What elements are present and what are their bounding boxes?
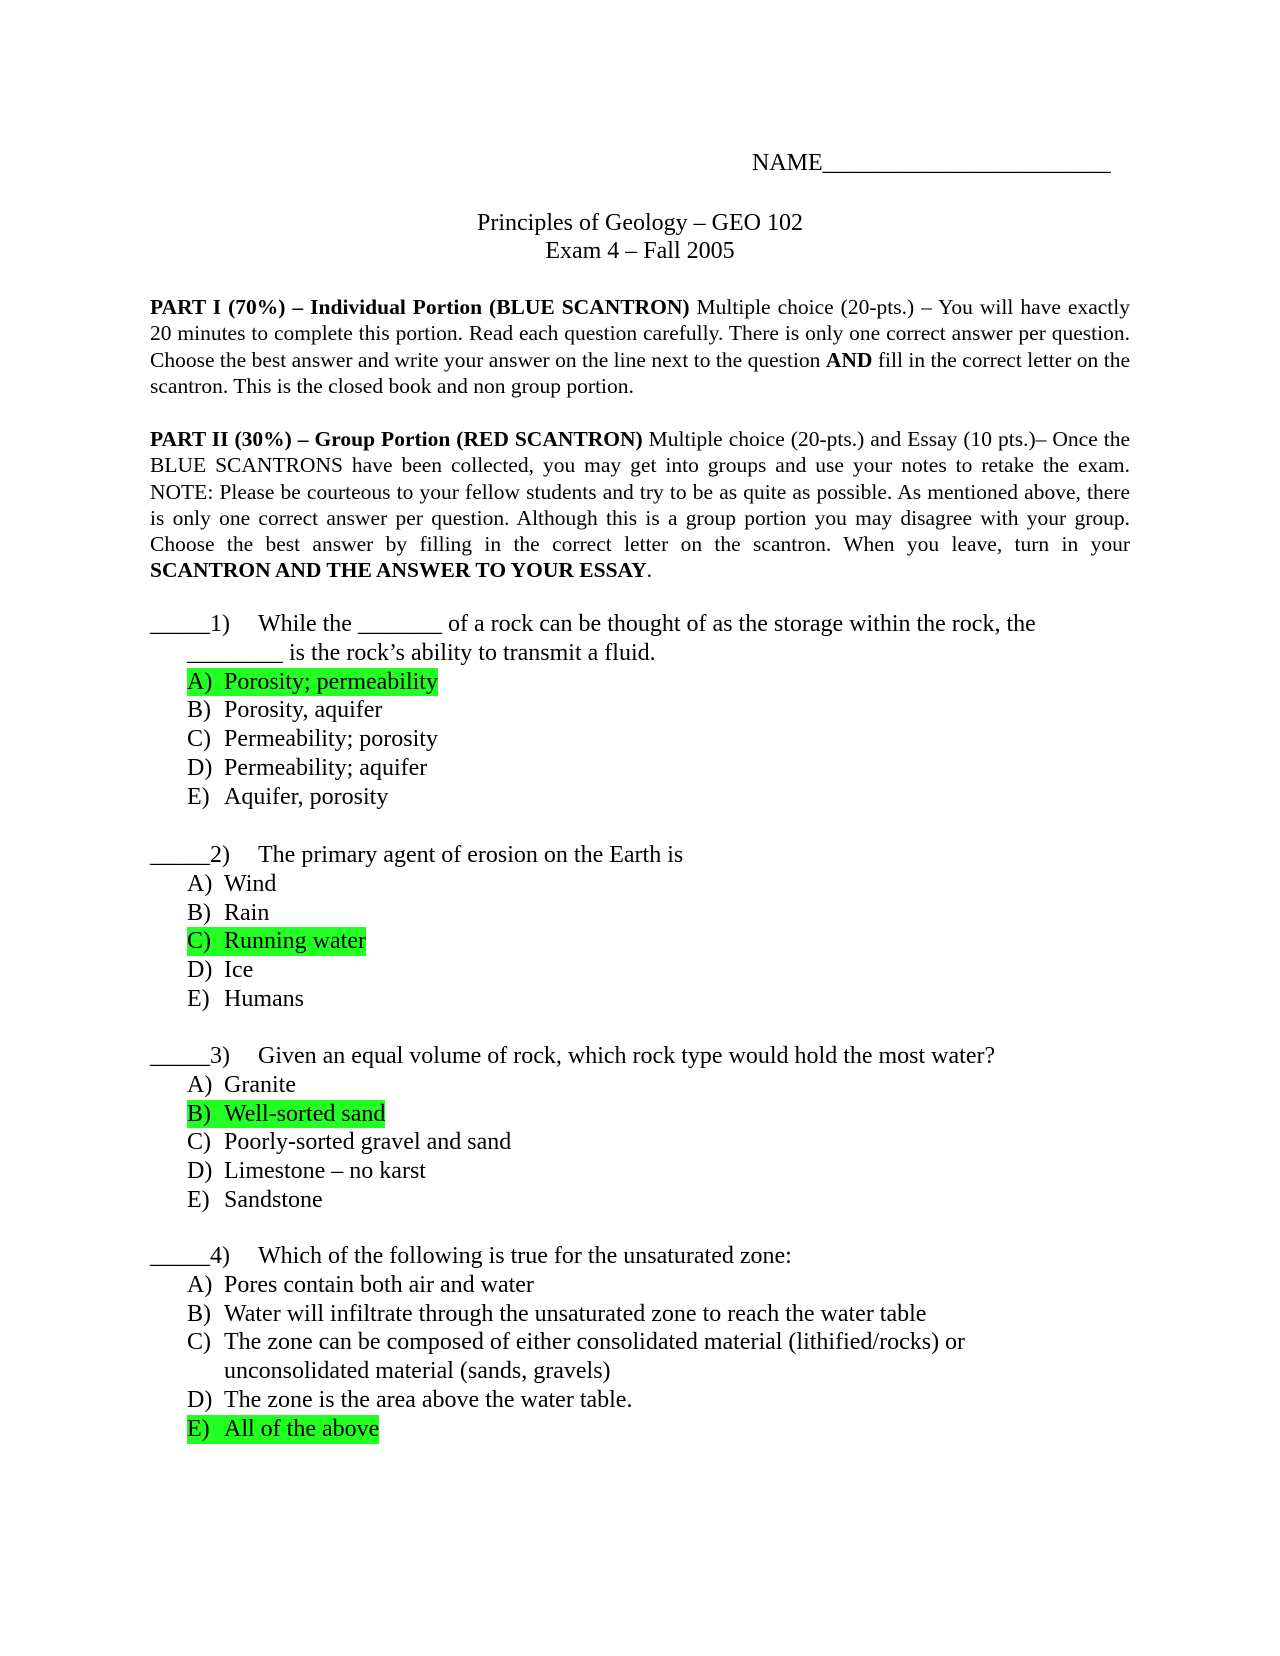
option-letter: A) bbox=[187, 870, 213, 897]
option-letter: D) bbox=[187, 1386, 213, 1413]
question-number: 1) bbox=[210, 611, 230, 637]
answer-blank: _____ bbox=[150, 1243, 210, 1269]
option-c bbox=[150, 1128, 1130, 1157]
option-b bbox=[150, 1100, 1130, 1129]
part2-heading: PART II (30%) – Group Portion (RED SCANTRON) bbox=[150, 427, 643, 451]
option-text: Well-sorted sand bbox=[224, 1100, 386, 1127]
question-3 bbox=[150, 1042, 1130, 1215]
option-text: Permeability; porosity bbox=[224, 726, 438, 753]
option-letter: A) bbox=[187, 1271, 213, 1298]
option-letter: E) bbox=[187, 985, 210, 1012]
question-stem-continued: ________ is the rock’s ability to transmit a fluid. bbox=[187, 639, 656, 666]
answer-options bbox=[150, 1271, 1130, 1444]
option-text: Poorly-sorted gravel and sand bbox=[224, 1129, 512, 1156]
option-text: Water will infiltrate through the unsaturated zone to reach the water table bbox=[224, 1300, 927, 1327]
option-letter: C) bbox=[187, 726, 211, 753]
answer-options bbox=[150, 1071, 1130, 1215]
option-d bbox=[150, 1157, 1130, 1186]
question-stem: Which of the following is true for the unsaturated zone: bbox=[258, 1243, 792, 1269]
part1-emphasis: AND bbox=[825, 347, 873, 372]
question-number: 4) bbox=[210, 1243, 230, 1269]
option-text: The zone is the area above the water table. bbox=[224, 1386, 633, 1413]
option-text: All of the above bbox=[224, 1415, 380, 1442]
option-e bbox=[150, 783, 1130, 812]
part1-text-2: fill in the correct letter on the scantron. This is the closed book and non group portion. bbox=[150, 347, 1130, 398]
option-letter: A) bbox=[187, 668, 213, 695]
answer-blank: _____ bbox=[150, 1043, 210, 1069]
answer-blank: _____ bbox=[150, 611, 210, 637]
option-d bbox=[150, 956, 1130, 985]
option-letter: E) bbox=[187, 1186, 210, 1213]
option-letter: E) bbox=[187, 1415, 210, 1442]
option-d bbox=[150, 754, 1130, 783]
option-b bbox=[150, 696, 1130, 725]
question-number: 3) bbox=[210, 1043, 230, 1069]
option-text: Wind bbox=[224, 870, 277, 897]
option-text: Running water bbox=[224, 928, 366, 955]
question-2 bbox=[150, 841, 1130, 1014]
option-text: Aquifer, porosity bbox=[224, 783, 389, 810]
option-letter: D) bbox=[187, 1158, 213, 1185]
part1-instructions bbox=[150, 294, 1130, 399]
option-e bbox=[150, 985, 1130, 1014]
question-1 bbox=[150, 610, 1130, 812]
question-stem: While the _______ of a rock can be thought of as the storage within the rock, the bbox=[258, 611, 1036, 637]
option-d bbox=[150, 1386, 1130, 1415]
option-letter: C) bbox=[187, 1129, 211, 1156]
part2-text-1: Multiple choice (20-pts.) and Essay (10 pts.)– Once the BLUE SCANTRONS have been collected, you may get into groups and use your notes to retake the exam. NOTE: Please be courteous to your fellow students and try to be as quite as possible. As mentioned above, there is only one correct answer per question. Although this is a group portion you may disagree with your group. Choose the best answer by filling in the correct letter on the scantron. When you leave, turn in your bbox=[150, 427, 1131, 557]
option-text-block bbox=[224, 1328, 965, 1386]
answer-options bbox=[150, 668, 1130, 812]
option-c bbox=[150, 927, 1130, 956]
part1-text-1: Multiple choice (20-pts.) – You will have exactly 20 minutes to complete this portion. Read each question carefully. There is only one correct answer per question. Choose the best answer and write your answer on the line next to the question bbox=[150, 295, 1130, 372]
course-title: Principles of Geology – GEO 102 bbox=[477, 210, 803, 236]
option-letter: B) bbox=[187, 1300, 211, 1327]
option-letter: A) bbox=[187, 1071, 213, 1098]
option-text-continued: unconsolidated material (sands, gravels) bbox=[224, 1358, 611, 1385]
option-letter: D) bbox=[187, 957, 213, 984]
option-a bbox=[150, 1271, 1130, 1300]
option-text: Rain bbox=[224, 899, 270, 926]
option-letter: C) bbox=[187, 928, 211, 955]
option-c bbox=[150, 725, 1130, 754]
option-letter: B) bbox=[187, 1100, 211, 1127]
question-stem: Given an equal volume of rock, which rock type would hold the most water? bbox=[258, 1043, 996, 1069]
option-text: Granite bbox=[224, 1071, 296, 1098]
option-text: Porosity; permeability bbox=[224, 668, 438, 695]
part2-instructions bbox=[150, 426, 1130, 584]
option-e bbox=[150, 1415, 1130, 1444]
option-e bbox=[150, 1186, 1130, 1215]
part2-text-2: . bbox=[646, 558, 653, 583]
part1-heading: PART I (70%) – Individual Portion (BLUE SCANTRON) bbox=[150, 295, 690, 319]
answer-blank: _____ bbox=[150, 842, 210, 868]
option-letter: C) bbox=[187, 1329, 211, 1356]
option-text: Ice bbox=[224, 957, 254, 984]
option-c bbox=[150, 1328, 1130, 1386]
exam-title: Exam 4 – Fall 2005 bbox=[545, 238, 735, 264]
question-number: 2) bbox=[210, 842, 230, 868]
option-letter: B) bbox=[187, 899, 211, 926]
option-b bbox=[150, 1300, 1130, 1329]
option-text: Sandstone bbox=[224, 1186, 323, 1213]
option-letter: D) bbox=[187, 754, 213, 781]
option-text: The zone can be composed of either consolidated material (lithified/rocks) or bbox=[224, 1329, 966, 1356]
option-text: Porosity, aquifer bbox=[224, 697, 383, 724]
option-text: Humans bbox=[224, 985, 304, 1012]
option-text: Permeability; aquifer bbox=[224, 754, 428, 781]
question-stem: The primary agent of erosion on the Earth is bbox=[258, 842, 684, 868]
option-a bbox=[150, 668, 1130, 697]
option-a bbox=[150, 870, 1130, 899]
question-4 bbox=[150, 1242, 1130, 1444]
option-text: Limestone – no karst bbox=[224, 1158, 426, 1185]
option-letter: B) bbox=[187, 697, 211, 724]
answer-options bbox=[150, 870, 1130, 1014]
student-name-line: NAME________________________ bbox=[752, 150, 1111, 176]
option-b bbox=[150, 899, 1130, 928]
option-a bbox=[150, 1071, 1130, 1100]
part2-emphasis: SCANTRON AND THE ANSWER TO YOUR ESSAY bbox=[150, 558, 647, 583]
option-text: Pores contain both air and water bbox=[224, 1271, 534, 1298]
option-letter: E) bbox=[187, 783, 210, 810]
